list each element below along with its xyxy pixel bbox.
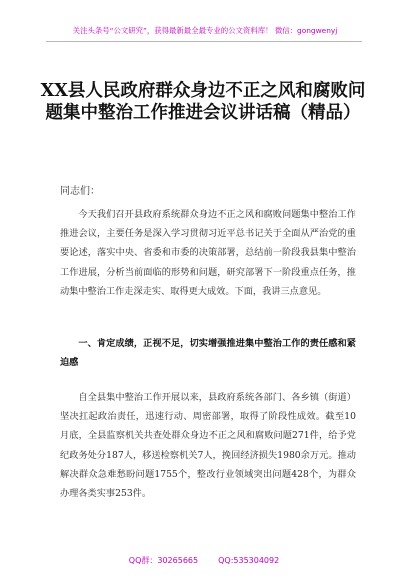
paragraph-intro: 今天我们召开县政府系统群众身边不正之风和腐败问题集中整治工作推进会议，主要任务是深入学习贯彻习近平总书记关于全面从严治党的重要论述，落实中央、省委和市委的决策部署，总结前一阶段我县集中整治工作进展，分析当前面临的形势和问题，研究部署下一阶段重点任务，推动集中整治工作走深走实、取得更大成效。下面，我讲三点意见。 [60,209,356,297]
header-banner: 关注头条号“公文研究”，获得最新最全最专业的公文资料库！ 微信：gongwenyj [72,26,338,35]
section-heading-1: 一、肯定成绩，正视不足，切实增强推进集中整治工作的责任感和紧迫感 [60,338,356,369]
footer-qq-group: QQ群：30265665 [128,556,199,565]
paragraph-achievements: 自全县集中整治工作开展以来，县政府系统各部门、各乡镇（街道）坚决扛起政治责任，迅速行动、周密部署，取得了阶段性成效。截至10月底，全县监察机关共查处群众身边不正之风和腐败问题271件，给予党纪政务处分187人，移送检察机关7人，挽回经济损失1980余万元。推动解决群众急难愁盼问题1755个，整改行业领域突出问题428个，为群众办理各类实事253件。 [60,392,356,500]
document-title: XX县人民政府群众身边不正之风和腐败问题集中整治工作推进会议讲话稿（精品） [40,81,366,123]
header-divider [46,41,362,42]
footer-contacts [0,555,408,566]
footer-qq-number: QQ:535304092 [218,556,280,565]
salutation: 同志们： [60,186,100,197]
